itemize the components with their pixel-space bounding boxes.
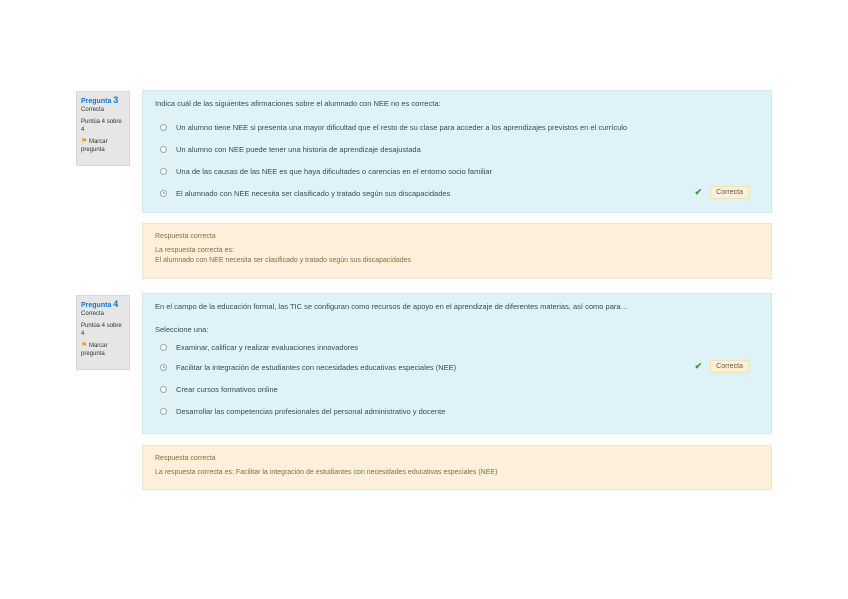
answer-option[interactable] <box>155 160 759 182</box>
radio-button[interactable] <box>160 124 167 131</box>
question-outcome-4 <box>142 445 772 490</box>
answer-option[interactable] <box>155 138 759 160</box>
question-state: Correcta <box>81 311 105 317</box>
question-info-3 <box>76 91 130 166</box>
question-number <box>81 300 125 310</box>
flag-icon: ⚑ <box>81 342 88 349</box>
correct-badge: Correcta <box>710 186 749 199</box>
question-prompt: Seleccione una: <box>155 325 209 334</box>
question-number-value: 3 <box>113 95 119 105</box>
question-formulation-3 <box>142 90 772 213</box>
radio-button[interactable] <box>160 386 167 393</box>
radio-button[interactable] <box>160 344 167 351</box>
answer-option-selected[interactable] <box>155 356 759 378</box>
answer-label: Un alumno tiene NEE si presenta una mayor dificultad que el resto de su clase para acceder a los aprendizajes previstos en el currículo <box>176 122 628 132</box>
answer-option[interactable] <box>155 378 759 400</box>
answer-label: Examinar, calificar y realizar evaluaciones innovadores <box>176 342 359 352</box>
question-grade: Puntúa 4 sobre 4 <box>81 323 122 337</box>
feedback-title: Respuesta correcta <box>155 233 216 240</box>
question-grade: Puntúa 4 sobre 4 <box>81 119 122 133</box>
question-number-label: Pregunta <box>81 98 112 105</box>
feedback-text: La respuesta correcta es: <box>155 247 234 254</box>
radio-button[interactable] <box>160 146 167 153</box>
answer-option-selected[interactable] <box>155 182 759 204</box>
answer-label: Crear cursos formativos online <box>176 384 278 394</box>
answer-label: Una de las causas de las NEE es que haya dificultades o carencias en el entorno socio familiar <box>176 166 493 176</box>
question-text: Indica cuál de las siguientes afirmaciones sobre el alumnado con NEE no es correcta: <box>155 99 441 108</box>
answer-option[interactable] <box>155 400 759 422</box>
question-info-4 <box>76 295 130 370</box>
question-outcome-3 <box>142 223 772 279</box>
flag-question-link[interactable] <box>81 342 125 358</box>
feedback-text: La respuesta correcta es: Facilitar la integración de estudiantes con necesidades educativas especiales (NEE) <box>155 469 498 476</box>
radio-button-selected[interactable] <box>160 364 167 371</box>
radio-button-selected[interactable] <box>160 190 167 197</box>
question-number-value: 4 <box>113 299 119 309</box>
flag-question-label: Marcar pregunta <box>81 343 108 357</box>
answer-label: El alumnado con NEE necesita ser clasificado y tratado según sus discapacidades <box>176 188 451 198</box>
feedback-answer: El alumnado con NEE necesita ser clasificado y tratado según sus discapacidades <box>155 257 412 264</box>
question-state: Correcta <box>81 107 105 113</box>
check-icon: ✔ <box>694 361 703 371</box>
radio-button[interactable] <box>160 168 167 175</box>
correct-feedback <box>695 360 749 373</box>
flag-question-link[interactable] <box>81 138 125 154</box>
answer-label: Desarrollar las competencias profesionales del personal administrativo y docente <box>176 406 446 416</box>
question-text: En el campo de la educación formal, las TIC se configuran como recursos de apoyo en el aprendizaje de diferentes materias, así como para… <box>155 302 629 311</box>
answer-option[interactable] <box>155 338 759 356</box>
correct-badge: Correcta <box>710 360 749 373</box>
flag-question-label: Marcar pregunta <box>81 139 108 153</box>
question-number-label: Pregunta <box>81 302 112 309</box>
feedback-title: Respuesta correcta <box>155 455 216 462</box>
answer-label: Facilitar la integración de estudiantes con necesidades educativas especiales (NEE) <box>176 362 457 372</box>
correct-feedback <box>695 186 749 199</box>
check-icon: ✔ <box>694 187 703 197</box>
flag-icon: ⚑ <box>81 138 88 145</box>
question-formulation-4 <box>142 293 772 434</box>
radio-button[interactable] <box>160 408 167 415</box>
question-number <box>81 96 125 106</box>
answer-label: Un alumno con NEE puede tener una historia de aprendizaje desajustada <box>176 144 421 154</box>
answer-option[interactable] <box>155 116 759 138</box>
